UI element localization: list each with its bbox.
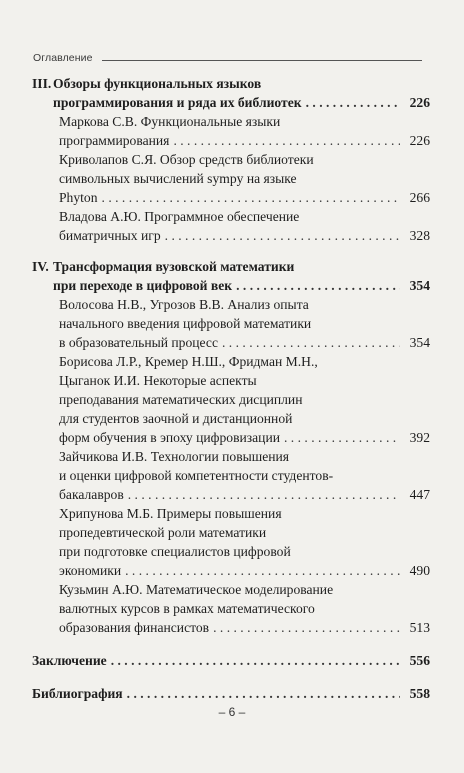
article-entry-line [32, 314, 430, 333]
article-entry-line [32, 112, 430, 131]
article-text: Волосова Н.В., Угрозов В.В. Анализ опыта [59, 297, 309, 312]
toc-page-number: 226 [409, 95, 430, 110]
dot-leader [284, 428, 400, 447]
article-entry-line [32, 188, 430, 207]
toc-page-number: 447 [409, 487, 430, 502]
article-entry-line [32, 409, 430, 428]
article-text: при подготовке специалистов цифровой [59, 544, 291, 559]
article-text: для студентов заочной и дистанционной [59, 411, 293, 426]
article-entry-line [32, 599, 430, 618]
article-text: Хрипунова М.Б. Примеры повышения [59, 506, 282, 521]
article-text: валютных курсов в рамках математического [59, 601, 315, 616]
section-gap [32, 670, 430, 684]
dot-leader [222, 333, 400, 352]
article-text: начального введения цифровой математики [59, 316, 312, 331]
closing-entry-line [32, 684, 430, 703]
section-title-text: Обзоры функциональных языков [53, 76, 262, 91]
article-text: Цыганок И.И. Некоторые аспекты [59, 373, 257, 388]
article-text: Кузьмин А.Ю. Математическое моделирование [59, 582, 334, 597]
toc-page-number: 266 [409, 190, 430, 205]
article-entry-line [32, 295, 430, 314]
article-entry-line [32, 618, 430, 637]
article-entry-line [32, 523, 430, 542]
closing-entry-line [32, 651, 430, 670]
section-heading-line [32, 276, 430, 295]
toc-page-number: 226 [409, 133, 430, 148]
header-rule [102, 60, 422, 61]
article-text: символьных вычислений sympy на языке [59, 171, 297, 186]
article-text: и оценки цифровой компетентности студентов- [59, 468, 334, 483]
article-entry-line [32, 169, 430, 188]
article-text: Зайчикова И.В. Технологии повышения [59, 449, 290, 464]
article-entry-line [32, 485, 430, 504]
article-entry-line [32, 428, 430, 447]
article-entry-line [32, 150, 430, 169]
running-head: Оглавление [33, 52, 93, 64]
page-number: – 6 – [218, 705, 246, 719]
dot-leader [102, 188, 400, 207]
article-text: биматричных игр [59, 228, 161, 243]
toc-page-number: 558 [409, 686, 430, 701]
article-entry-line [32, 371, 430, 390]
dot-leader [127, 684, 400, 703]
toc-page-number: 328 [409, 228, 430, 243]
section-gap [32, 637, 430, 651]
article-text: Phyton [59, 190, 98, 205]
article-entry-line [32, 390, 430, 409]
article-text: форм обучения в эпоху цифровизации [59, 430, 280, 445]
article-entry-line [32, 466, 430, 485]
closing-title: Библиография [32, 686, 123, 701]
article-text: Борисова Л.Р., Кремер Н.Ш., Фридман М.Н., [59, 354, 318, 369]
section-numeral: IV. [32, 259, 49, 274]
section-numeral: III. [32, 76, 52, 91]
article-text: в образовательный процесс [59, 335, 218, 350]
article-entry-line [32, 504, 430, 523]
article-text: Криволапов С.Я. Обзор средств библиотеки [59, 152, 314, 167]
article-text: программирования [59, 133, 170, 148]
article-text: пропедевтической роли математики [59, 525, 267, 540]
toc-page-number: 392 [409, 430, 430, 445]
section-title-text: Трансформация вузовской математики [53, 259, 295, 274]
section-heading-line [32, 257, 430, 276]
section-gap [32, 245, 430, 257]
article-text: экономики [59, 563, 122, 578]
toc-page-number: 513 [409, 620, 430, 635]
toc-page-number: 490 [409, 563, 430, 578]
article-entry-line [32, 447, 430, 466]
article-entry-line [32, 226, 430, 245]
article-text: преподавания математических дисциплин [59, 392, 303, 407]
dot-leader [173, 131, 400, 150]
article-entry-line [32, 542, 430, 561]
section-heading-line [32, 74, 430, 93]
dot-leader [125, 561, 400, 580]
table-of-contents [32, 74, 430, 703]
section-heading-line [32, 93, 430, 112]
article-text: бакалавров [59, 487, 124, 502]
article-entry-line [32, 352, 430, 371]
article-entry-line [32, 561, 430, 580]
article-text: образования финансистов [59, 620, 210, 635]
section-title-text: программирования и ряда их библиотек [53, 95, 302, 110]
article-entry-line [32, 333, 430, 352]
article-entry-line [32, 207, 430, 226]
dot-leader [236, 276, 400, 295]
dot-leader [213, 618, 400, 637]
section-title-text: при переходе в цифровой век [53, 278, 233, 293]
toc-page-number: 556 [409, 653, 430, 668]
article-entry-line [32, 131, 430, 150]
toc-page-number: 354 [409, 278, 430, 293]
article-text: Маркова С.В. Функциональные языки [59, 114, 281, 129]
toc-page-number: 354 [409, 335, 430, 350]
closing-title: Заключение [32, 653, 107, 668]
article-text: Владова А.Ю. Программное обеспечение [59, 209, 300, 224]
dot-leader [306, 93, 400, 112]
dot-leader [128, 485, 400, 504]
dot-leader [111, 651, 400, 670]
dot-leader [165, 226, 400, 245]
article-entry-line [32, 580, 430, 599]
